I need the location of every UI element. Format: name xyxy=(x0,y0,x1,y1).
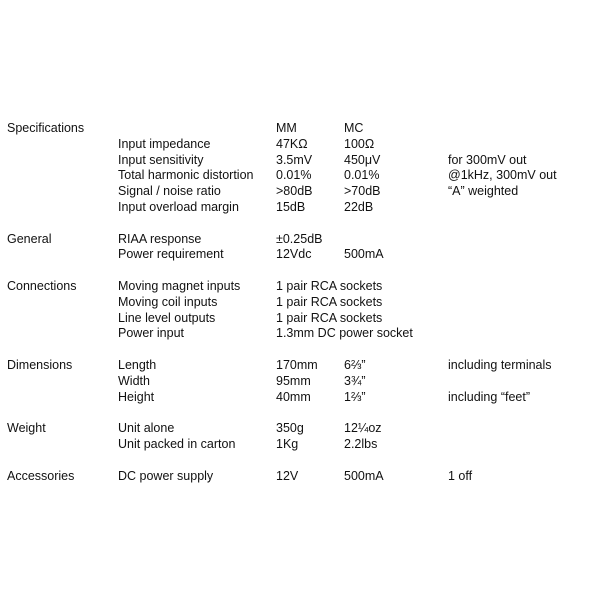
spec-row xyxy=(7,137,597,153)
section-spacer xyxy=(7,342,597,358)
spec-row xyxy=(7,437,597,453)
spec-value-imperial: 12¼oz xyxy=(344,421,382,436)
spec-note: @1kHz, 300mV out xyxy=(448,168,557,183)
spec-value: 12Vdc xyxy=(276,247,312,262)
spec-value: 1 pair RCA sockets xyxy=(276,310,383,325)
spec-row xyxy=(7,295,597,311)
spec-value-mc: 0.01% xyxy=(344,168,380,183)
spec-value-mm: >80dB xyxy=(276,184,313,198)
spec-label: Power requirement xyxy=(118,247,224,262)
spec-note: including terminals xyxy=(448,358,552,372)
section-spacer xyxy=(7,216,597,232)
spec-label: Moving coil inputs xyxy=(118,294,218,309)
column-header-mc: MC xyxy=(344,121,364,135)
spec-label: Moving magnet inputs xyxy=(118,279,241,293)
section-title-connections: Connections xyxy=(7,279,77,293)
spec-value: 1.3mm DC power socket xyxy=(276,326,413,341)
spec-label: RIAA response xyxy=(118,231,202,246)
spec-row xyxy=(7,232,597,248)
spec-sheet xyxy=(7,121,597,485)
spec-row xyxy=(7,168,597,184)
spec-row xyxy=(7,121,597,137)
spec-value-metric: 40mm xyxy=(276,389,311,404)
spec-label: Input impedance xyxy=(118,136,211,151)
spec-row xyxy=(7,374,597,390)
spec-note: “A” weighted xyxy=(448,184,519,198)
spec-label: Input sensitivity xyxy=(118,152,204,167)
spec-value-mc: 450μV xyxy=(344,152,381,167)
section-title-dimensions: Dimensions xyxy=(7,358,73,372)
spec-value-imperial: 1⅔” xyxy=(344,389,366,404)
spec-value-imperial: 3¾” xyxy=(344,373,366,388)
spec-label: DC power supply xyxy=(118,468,214,483)
spec-row xyxy=(7,153,597,169)
spec-label: Input overload margin xyxy=(118,199,239,214)
spec-label: Height xyxy=(118,389,155,404)
section-title-accessories: Accessories xyxy=(7,468,75,483)
spec-value-metric: 95mm xyxy=(276,373,311,388)
spec-row xyxy=(7,358,597,374)
section-spacer xyxy=(7,405,597,421)
spec-value-mc: >70dB xyxy=(344,184,381,198)
section-spacer xyxy=(7,453,597,469)
spec-value-mc: 100Ω xyxy=(344,136,375,151)
spec-value: 1 pair RCA sockets xyxy=(276,279,383,293)
spec-label: Signal / noise ratio xyxy=(118,184,221,198)
spec-label: Width xyxy=(118,373,150,388)
spec-value-mm: 3.5mV xyxy=(276,152,313,167)
spec-note: for 300mV out xyxy=(448,152,527,167)
spec-row xyxy=(7,311,597,327)
spec-value-imperial: 2.2lbs xyxy=(344,437,378,451)
spec-value-imperial: 6⅔” xyxy=(344,358,366,372)
section-title-general: General xyxy=(7,231,52,246)
spec-value-mm: 47KΩ xyxy=(276,136,308,151)
section-title-specifications: Specifications xyxy=(7,121,85,135)
spec-row xyxy=(7,469,597,485)
spec-row xyxy=(7,279,597,295)
spec-row xyxy=(7,247,597,263)
spec-row xyxy=(7,200,597,216)
spec-value: 12V xyxy=(276,468,299,483)
section-spacer xyxy=(7,263,597,279)
spec-label: Unit packed in carton xyxy=(118,437,236,451)
spec-row xyxy=(7,326,597,342)
spec-label: Unit alone xyxy=(118,421,175,436)
spec-value-secondary: 500mA xyxy=(344,247,384,262)
spec-value: 1 pair RCA sockets xyxy=(276,294,383,309)
spec-note: including “feet” xyxy=(448,389,530,404)
spec-label: Line level outputs xyxy=(118,310,216,325)
spec-label: Power input xyxy=(118,326,185,341)
spec-label: Total harmonic distortion xyxy=(118,168,254,183)
spec-value-metric: 350g xyxy=(276,421,304,436)
spec-value-mm: 15dB xyxy=(276,199,306,214)
column-header-mm: MM xyxy=(276,121,297,135)
spec-row xyxy=(7,421,597,437)
spec-value-mm: 0.01% xyxy=(276,168,312,183)
spec-note: 1 off xyxy=(448,468,473,483)
section-title-weight: Weight xyxy=(7,421,46,436)
spec-row xyxy=(7,390,597,406)
spec-row xyxy=(7,184,597,200)
spec-value-metric: 170mm xyxy=(276,358,318,372)
spec-label: Length xyxy=(118,358,157,372)
spec-value-mc: 22dB xyxy=(344,199,374,214)
spec-value: ±0.25dB xyxy=(276,231,323,246)
spec-value-metric: 1Kg xyxy=(276,437,299,451)
spec-value-secondary: 500mA xyxy=(344,468,384,483)
